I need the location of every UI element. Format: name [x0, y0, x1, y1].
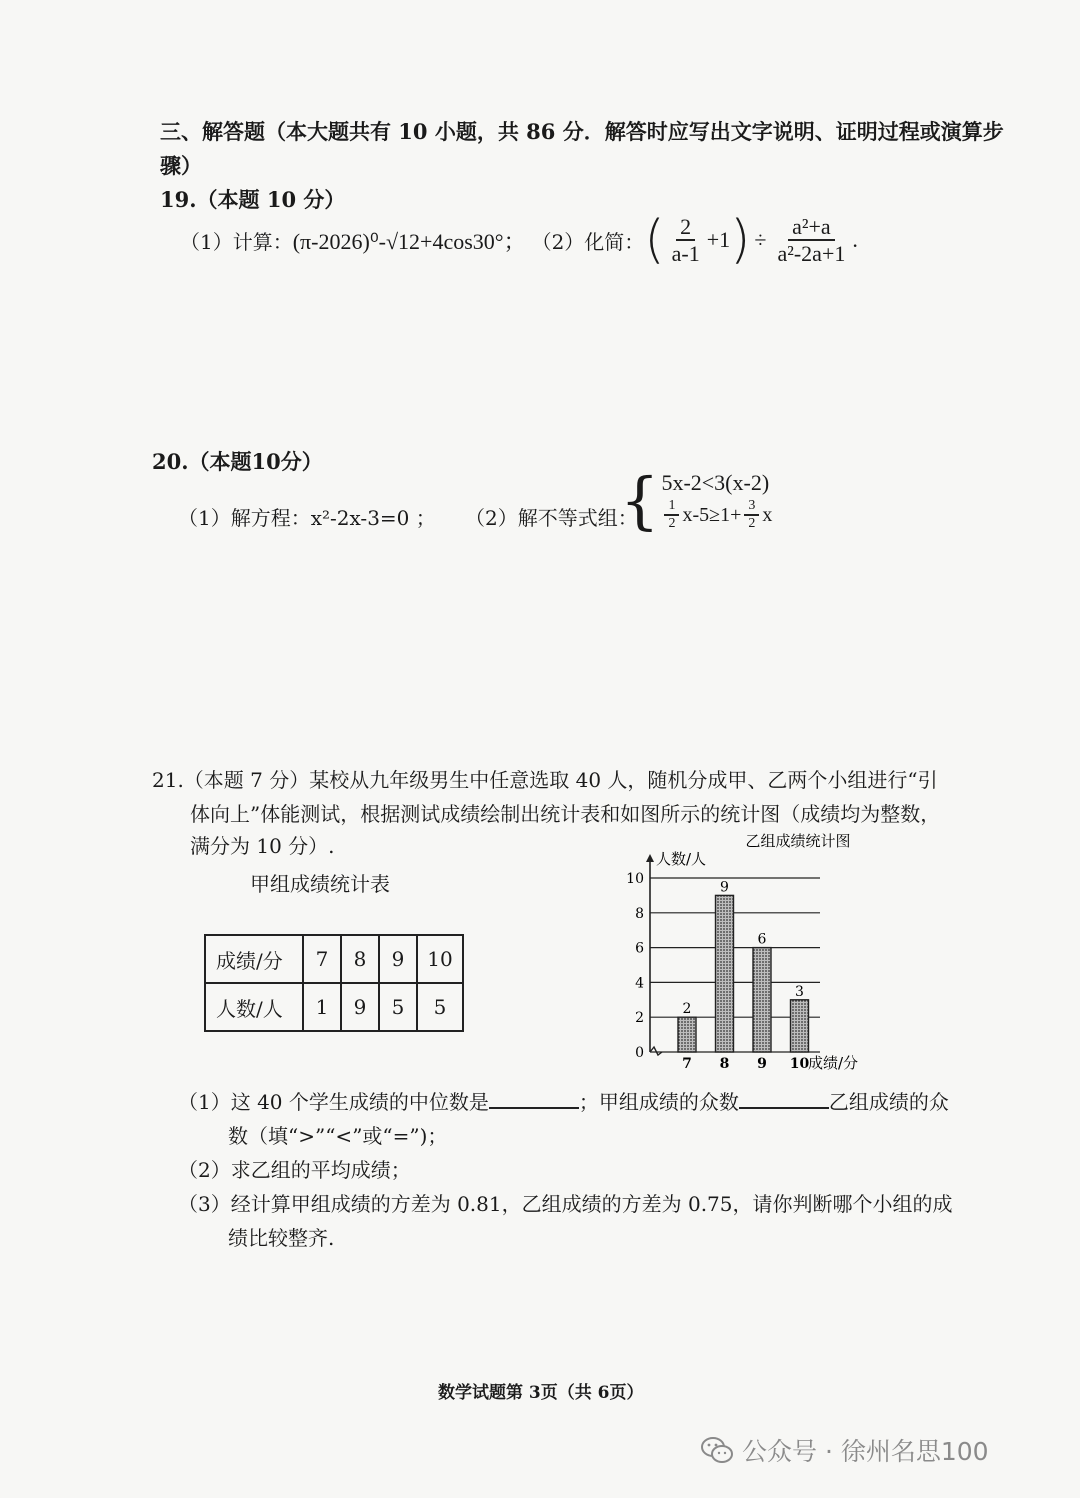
- chart-x-tick-label: 8: [719, 1056, 730, 1072]
- q19-header: 19.（本题 10 分）: [160, 187, 346, 212]
- score-table-wrap: [204, 934, 464, 1032]
- table-cell: 8: [341, 935, 379, 983]
- left-brace: {: [620, 464, 660, 538]
- watermark: [700, 1432, 989, 1468]
- table-row: [205, 983, 463, 1031]
- table-cell: 1: [303, 983, 341, 1031]
- page-footer: 数学试题第 3页（共 6页）: [438, 1383, 644, 1403]
- q19-frac2-den: a²-2a+1: [777, 241, 846, 266]
- q21-line3: 满分为 10 分）.: [190, 834, 335, 858]
- watermark-text: 公众号 · 徐州名思100: [742, 1437, 989, 1466]
- chart-x-axis-label: 成绩/分: [808, 1054, 859, 1072]
- table-cell: 7: [303, 935, 341, 983]
- q19-period: .: [852, 227, 858, 252]
- chart-x-tick-label: 7: [682, 1056, 692, 1072]
- chart-x-tick-label: 10: [789, 1056, 810, 1072]
- chart-y-tick-label: 8: [635, 905, 644, 922]
- chart-data-label: 9: [720, 879, 729, 896]
- q19-body: [180, 210, 858, 270]
- chart-bar: [678, 1017, 696, 1052]
- q21-sub2: （2）求乙组的平均成绩；: [178, 1158, 411, 1182]
- q21-sub1-b: ；甲组成绩的众数: [578, 1090, 739, 1114]
- table-cell: 9: [379, 935, 417, 983]
- q20-frac-three-half: [744, 498, 759, 532]
- chart-data-label: 2: [682, 1001, 692, 1018]
- chart-data-label: 3: [795, 983, 804, 1000]
- chart-y-tick-label: 4: [635, 975, 644, 992]
- q20-frac-half: [664, 498, 679, 532]
- score-table: [204, 934, 464, 1032]
- right-paren: ): [730, 210, 751, 270]
- q19-frac2: [774, 214, 850, 267]
- q19-frac2-num: a²+a: [788, 214, 835, 241]
- q21-sub1-a: （1）这 40 个学生成绩的中位数是: [178, 1090, 489, 1114]
- q19-part2-label: （2）化简：: [531, 229, 645, 254]
- chart-bar: [791, 1000, 809, 1052]
- chart-y-tick-label: 10: [626, 871, 644, 887]
- q20-ineq1: 5x-2<3(x-2): [661, 470, 770, 495]
- q21-sub3-cont: 绩比较整齐.: [228, 1226, 335, 1250]
- bar-chart: [600, 826, 880, 1076]
- median-answer-blank[interactable]: [489, 1089, 579, 1109]
- chart-bar: [753, 948, 771, 1052]
- q19-divide: ÷: [754, 227, 767, 252]
- q20-header: 20.（本题10分）: [152, 449, 323, 474]
- chart-y-tick-label: 0: [635, 1045, 644, 1061]
- q19-frac1-den: a-1: [671, 241, 700, 266]
- q20-part2-label: （2）解不等式组：: [465, 506, 638, 530]
- table-cell: 9: [341, 983, 379, 1031]
- section-title: 三、解答题（本大题共有 10 小题，共 86 分．解答时应写出文字说明、证明过程或演算步: [160, 119, 1004, 144]
- q20-ineq2: [661, 498, 772, 532]
- q19-plus-one: +1: [706, 227, 731, 252]
- chart-title: 乙组成绩统计图: [745, 832, 851, 850]
- chart-y-axis-arrow: [646, 854, 654, 862]
- section-title-cont: 骤）: [160, 153, 202, 178]
- chart-y-tick-label: 2: [635, 1010, 644, 1027]
- q21-line2: 体向上”体能测试，根据测试成绩绘制出统计表和如图所示的统计图（成绩均为整数，: [190, 802, 941, 826]
- left-paren: (: [644, 210, 665, 270]
- q20-ineq2-mid: x-5≥1+: [682, 503, 742, 526]
- q20-frac-three-half-den: 2: [748, 516, 756, 532]
- chart-data-label: 6: [757, 931, 767, 948]
- q21-sub1-c: 乙组成绩的众: [828, 1090, 949, 1114]
- chart-axis-break: [650, 1047, 662, 1055]
- q20-frac-three-half-num: 3: [744, 498, 759, 516]
- q20-frac-half-den: 2: [668, 516, 676, 532]
- q20-ineq2-end: x: [762, 503, 773, 526]
- table-row: [205, 935, 463, 983]
- chart-x-tick-label: 9: [757, 1056, 767, 1072]
- chart-y-tick-label: 6: [635, 940, 644, 957]
- q21-sub3: （3）经计算甲组成绩的方差为 0.81，乙组成绩的方差为 0.75，请你判断哪个小组的成: [178, 1192, 953, 1216]
- table-title: 甲组成绩统计表: [250, 872, 390, 896]
- q19-part1-expr: (π-2026)⁰-√12+4cos30°；: [292, 228, 526, 254]
- q21-sub1: [178, 1086, 949, 1115]
- q19-frac1-num: 2: [676, 214, 695, 241]
- table-cell: 10: [417, 935, 463, 983]
- q19-frac1: [668, 214, 704, 267]
- mode-compare-blank[interactable]: [739, 1089, 829, 1109]
- q21-line1: 21.（本题 7 分）某校从九年级男生中任意选取 40 人，随机分成甲、乙两个小组进行“引: [152, 768, 938, 792]
- q21-sub1-cont: 数（填“>”“<”或“=”)；: [228, 1124, 448, 1148]
- q20-part1: （1）解方程：x²-2x-3=0 ；: [178, 506, 436, 530]
- chart-y-axis-label: 人数/人: [656, 850, 707, 868]
- table-cell: 5: [417, 983, 463, 1031]
- wechat-icon: [700, 1435, 734, 1465]
- q20-system: [620, 464, 773, 538]
- q19-part1-label: （1）计算：: [180, 229, 293, 254]
- chart-bar: [716, 895, 734, 1052]
- q20-frac-half-num: 1: [664, 498, 679, 516]
- table-cell: 5: [379, 983, 417, 1031]
- table-cell: 人数/人: [205, 983, 303, 1031]
- table-cell: 成绩/分: [205, 935, 303, 983]
